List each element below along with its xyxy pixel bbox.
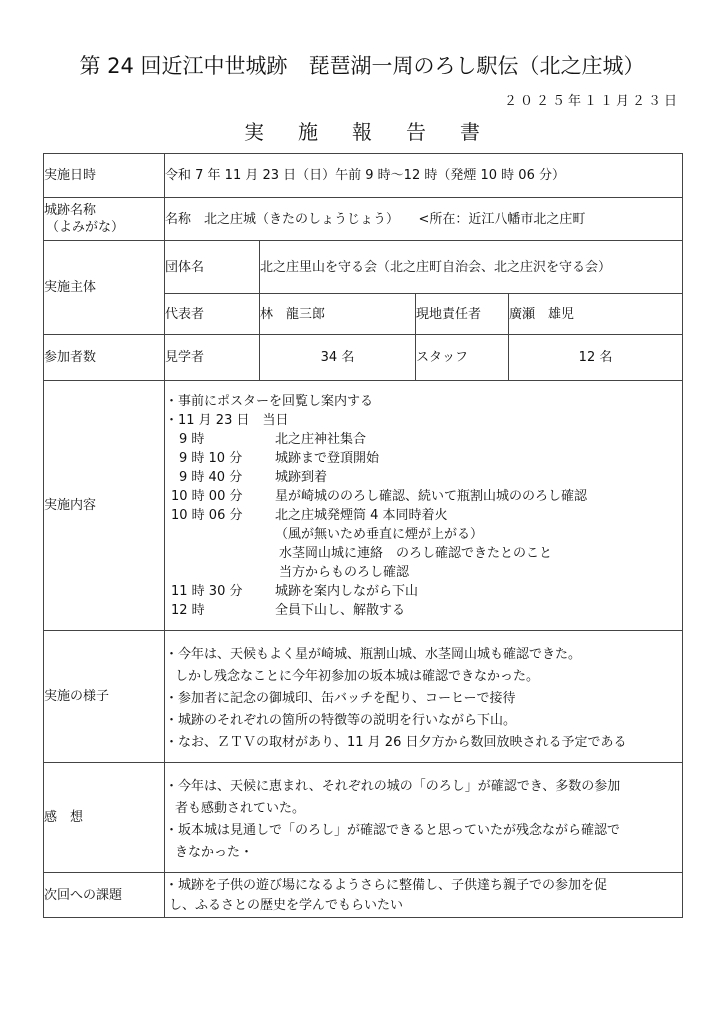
doc-heading-char: 施 — [298, 120, 318, 144]
timeline-text: 城跡まで登頂開始 — [275, 450, 380, 466]
content-body — [165, 381, 683, 631]
staff-label: スタッフ — [416, 335, 509, 381]
impressions-item: ・坂本城は見通しで「のろし」が確認できると思っていたが残念ながら確認で — [165, 822, 621, 838]
group-name-value: 北之庄里山を守る会（北之庄町自治会、北之庄沢を守る会） — [260, 241, 683, 294]
timeline-continuation: 水茎岡山城に連絡 のろし確認できたとのこと — [279, 545, 553, 561]
doc-heading-char: 実 — [244, 120, 264, 144]
datetime-value: 令和 7 年 11 月 23 日（日）午前 9 時～12 時（発煙 10 時 06 分） — [165, 154, 683, 198]
representative-label: 代表者 — [165, 294, 260, 335]
document-title: 第 24 回近江中世城跡 琵琶湖一周のろし駅伝（北之庄城） — [79, 54, 645, 78]
timeline-time: 9 時 — [179, 431, 205, 447]
timeline-entry — [165, 487, 682, 506]
doc-heading-char: 告 — [406, 120, 426, 144]
staff-value: 12 名 — [509, 335, 683, 381]
situation-item: ・城跡のそれぞれの箇所の特徴等の説明を行いながら下山。 — [165, 712, 517, 728]
timeline-time: 11 時 30 分 — [171, 583, 243, 599]
representative-value: 林 龍三郎 — [260, 294, 416, 335]
group-name-label: 団体名 — [165, 241, 260, 294]
timeline-entry — [165, 468, 682, 487]
report-table — [43, 153, 683, 918]
onsite-manager-label: 現地責任者 — [416, 294, 509, 335]
next-issues-body — [165, 873, 683, 918]
content-intro-line: ・11 月 23 日 当日 — [165, 412, 289, 428]
next-issues-item: し、ふるさとの歴史を学んでもらいたい — [169, 898, 404, 913]
situation-item: しかし残念なことに今年初参加の坂本城は確認できなかった。 — [175, 668, 540, 684]
report-date: ２０２５年１１月２３日 — [503, 94, 680, 109]
row-participants — [44, 335, 683, 381]
situation-item: ・参加者に記念の御城印、缶バッチを配り、コーヒーで接待 — [165, 690, 516, 706]
onsite-manager-value: 廣瀬 雄児 — [509, 294, 683, 335]
impressions-item: ・今年は、天候に恵まれ、それぞれの城の「のろし」が確認でき、多数の参加 — [165, 778, 621, 794]
next-issues-item: ・城跡を子供の遊び場になるようさらに整備し、子供達ち親子での参加を促 — [165, 878, 608, 893]
doc-heading-char: 書 — [460, 120, 480, 144]
visitors-value: 34 名 — [260, 335, 416, 381]
situation-item: ・なお、ＺＴＶの取材があり、11 月 26 日夕方から数回放映される予定である — [165, 734, 627, 750]
timeline-time: 9 時 10 分 — [179, 450, 243, 466]
timeline-time: 10 時 00 分 — [171, 488, 243, 504]
timeline-time: 12 時 — [171, 602, 205, 618]
row-datetime — [44, 154, 683, 198]
timeline-text: 城跡到着 — [275, 469, 328, 485]
situation-label: 実施の様子 — [44, 631, 165, 763]
row-organizer-group — [44, 241, 683, 294]
row-castle-name — [44, 198, 683, 241]
organizer-label: 実施主体 — [44, 241, 165, 335]
situation-body — [165, 631, 683, 763]
timeline-time: 10 時 06 分 — [171, 507, 243, 523]
row-impressions — [44, 763, 683, 873]
castle-name-value: 名称 北之庄城（きたのしょうじょう） <所在：近江八幡市北之庄町 — [165, 198, 683, 241]
visitors-label: 見学者 — [165, 335, 260, 381]
timeline-text: 北之庄神社集合 — [275, 431, 367, 447]
timeline-entry — [165, 449, 682, 468]
castle-name-label: 城跡名称 — [44, 203, 97, 218]
timeline-text: 城跡を案内しながら下山 — [275, 583, 419, 599]
timeline-entry — [165, 601, 682, 620]
timeline-entry — [165, 430, 682, 449]
participants-label: 参加者数 — [44, 335, 165, 381]
impressions-item: きなかった・ — [175, 844, 254, 860]
datetime-label: 実施日時 — [44, 154, 165, 198]
row-content — [44, 381, 683, 631]
timeline-entry — [165, 506, 682, 525]
timeline-continuation: 当方からものろし確認 — [279, 564, 410, 580]
timeline-text: 全員下山し、解散する — [275, 602, 406, 618]
situation-item: ・今年は、天候もよく星が崎城、瓶割山城、水茎岡山城も確認できた。 — [165, 646, 582, 662]
impressions-body — [165, 763, 683, 873]
timeline-time: 9 時 40 分 — [179, 469, 243, 485]
castle-name-reading-label: （よみがな） — [46, 220, 125, 235]
timeline-text: 北之庄城発煙筒 4 本同時着火 — [275, 507, 448, 523]
impressions-label: 感 想 — [44, 763, 165, 873]
impressions-item: 者も感動されていた。 — [175, 800, 306, 816]
castle-name-label-cell — [44, 198, 165, 241]
content-intro-line: ・事前にポスターを回覧し案内する — [165, 393, 374, 409]
next-issues-label: 次回への課題 — [44, 873, 165, 918]
doc-heading-char: 報 — [352, 120, 372, 144]
timeline-text: 星が崎城ののろし確認、続いて瓶割山城ののろし確認 — [275, 488, 588, 504]
timeline-continuation: （風が無いため垂直に煙が上がる） — [275, 526, 484, 542]
row-next-issues — [44, 873, 683, 918]
doc-heading — [0, 116, 724, 145]
timeline-entry — [165, 582, 682, 601]
row-situation — [44, 631, 683, 763]
content-label: 実施内容 — [44, 381, 165, 631]
